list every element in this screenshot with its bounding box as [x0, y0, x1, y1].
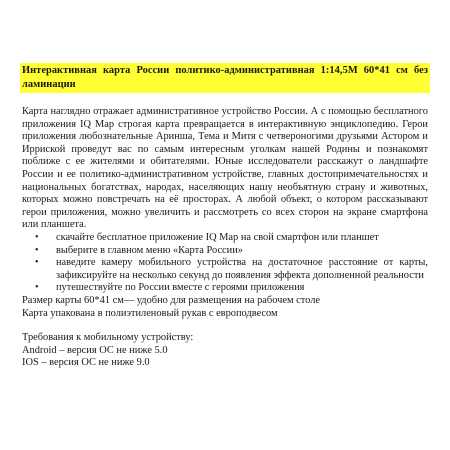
package-line: Карта упакована в полиэтиленовый рукав с европодвесом [22, 307, 278, 319]
list-item [22, 282, 428, 295]
product-description [22, 63, 428, 370]
bullet-icon: • [35, 282, 39, 294]
list-item-text: выберите в главном меню «Карта России» [56, 244, 243, 256]
android-requirement: Android – версия ОС не ниже 5.0 [22, 344, 168, 356]
product-title: Интерактивная карта России политико-административная 1:14,5М 60*41 см без ламинации [22, 65, 428, 90]
ios-requirement: IOS – версия ОС не ниже 9.0 [22, 357, 150, 369]
list-item [22, 257, 428, 282]
list-item-text: скачайте бесплатное приложение IQ Map на свой смартфон или планшет [56, 231, 379, 243]
requirements-heading: Требования к мобильному устройству: [22, 332, 194, 344]
instructions-list [22, 232, 428, 295]
requirements-block [22, 332, 428, 370]
bullet-icon: • [35, 231, 39, 243]
description-paragraph: Карта наглядно отражает административное устройство России. А с помощью бесплатного приложения IQ Map строгая карта превращается в интерактивную энциклопедию. Герои приложения любознательные Аринша, Тема и Митя с четвероногими друзьями Астором и Ирриской проведут вас по самым интересным уголкам нашей Родины и познакомят поближе с ее жителями и обитателями. Юные исследователи расскажут о ландшафте России и ее политико-административном устройстве, главных достопримечательностях и национальных богатствах, народах, населяющих нашу необъятную страну и животных, которых можно повстречать на её просторах. А любой объект, о котором рассказывают герои приложения, можно увеличить и рассмотреть со всех сторон на экране смартфона или планшета. [22, 106, 428, 231]
list-item-text: наведите камеру мобильного устройства на достаточное расстояние от карты, зафиксируйте на несколько секунд до появления эффекта дополненной реальности [56, 257, 428, 281]
size-line: Размер карты 60*41 см— удобно для размещения на рабочем столе [22, 294, 321, 306]
title-highlight [20, 63, 430, 93]
list-item-text: путешествуйте по России вместе с героями приложения [56, 282, 305, 294]
list-item [22, 232, 428, 245]
bullet-icon: • [35, 244, 39, 256]
bullet-icon: • [35, 257, 39, 269]
list-item [22, 245, 428, 258]
